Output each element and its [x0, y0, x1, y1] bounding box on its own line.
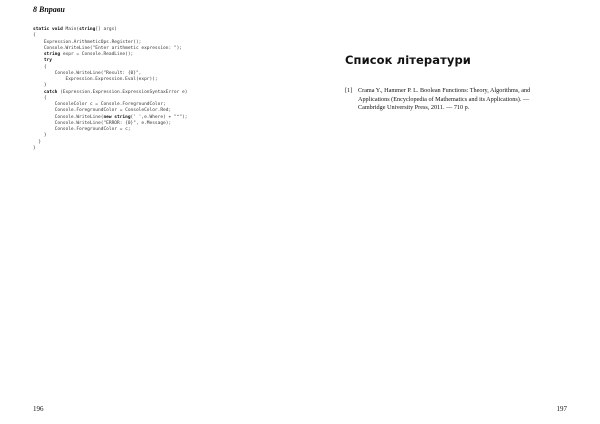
code-text: { [33, 64, 47, 70]
code-text: Console.ForegroundColor = ConsoleColor.Red; [33, 108, 172, 114]
code-text: } [33, 83, 47, 89]
code-listing [33, 27, 187, 152]
bibliography-list [345, 87, 575, 113]
code-text: (Expression.Expression.ExpressionSyntaxError e) [57, 89, 188, 95]
code-text: expr = Console.ReadLine(); [60, 52, 134, 57]
code-text: { [33, 95, 47, 101]
section-title: Список літератури [345, 53, 471, 67]
code-text: (' ',e.Where) + "^"); [130, 114, 188, 120]
code-text: Console.WriteLine( [33, 114, 104, 120]
code-text [33, 90, 44, 95]
code-keyword: string [43, 52, 61, 57]
code-text: Console.ForegroundColor = c; [33, 127, 131, 132]
code-text: Console.WriteLine("ERROR: {0}", e.Message); [33, 120, 172, 126]
code-text: } [33, 139, 42, 145]
code-text: ConsoleColor c = Console.ForegroundColor; [33, 102, 166, 107]
bibliography-line: Cambridge University Press, 2011. — 710 p. [358, 104, 470, 112]
code-text: Console.WriteLine("Enter arithmetic expression: "); [33, 45, 183, 51]
code-text [33, 58, 44, 63]
code-line [33, 90, 187, 96]
bibliography-line: Crama Y., Hammer P. L. Boolean Functions: Theory, Algorithms, and [358, 87, 531, 94]
code-text: Main( [65, 27, 80, 32]
code-text: } [33, 145, 36, 151]
code-text [33, 52, 44, 57]
code-keyword: static void [33, 27, 66, 32]
bibliography-line: Applications (Encyclopedia of Mathematics and its Applications). — [358, 95, 530, 103]
code-keyword: new string [103, 114, 131, 120]
code-text: } [33, 133, 47, 139]
page-number-right: 197 [556, 405, 567, 413]
code-text: { [33, 33, 36, 39]
code-keyword: try [43, 58, 52, 64]
code-text: Expression.ArithmeticOps.Register(); [33, 39, 142, 45]
running-head: 8 Вправи [33, 5, 65, 14]
right-page [300, 0, 600, 424]
bibliography-label: [1] [345, 87, 353, 94]
code-keyword: string [79, 27, 96, 32]
code-text: Console.WriteLine("Result: {0}", [33, 70, 142, 76]
page-number-left: 196 [33, 405, 44, 413]
bibliography-text [358, 87, 575, 113]
code-line [33, 146, 187, 152]
code-keyword: catch [43, 89, 58, 95]
code-text: [] args) [95, 27, 118, 32]
bibliography-entry [345, 87, 575, 113]
code-text: Expression.Expression.Eval(expr)); [33, 77, 158, 82]
